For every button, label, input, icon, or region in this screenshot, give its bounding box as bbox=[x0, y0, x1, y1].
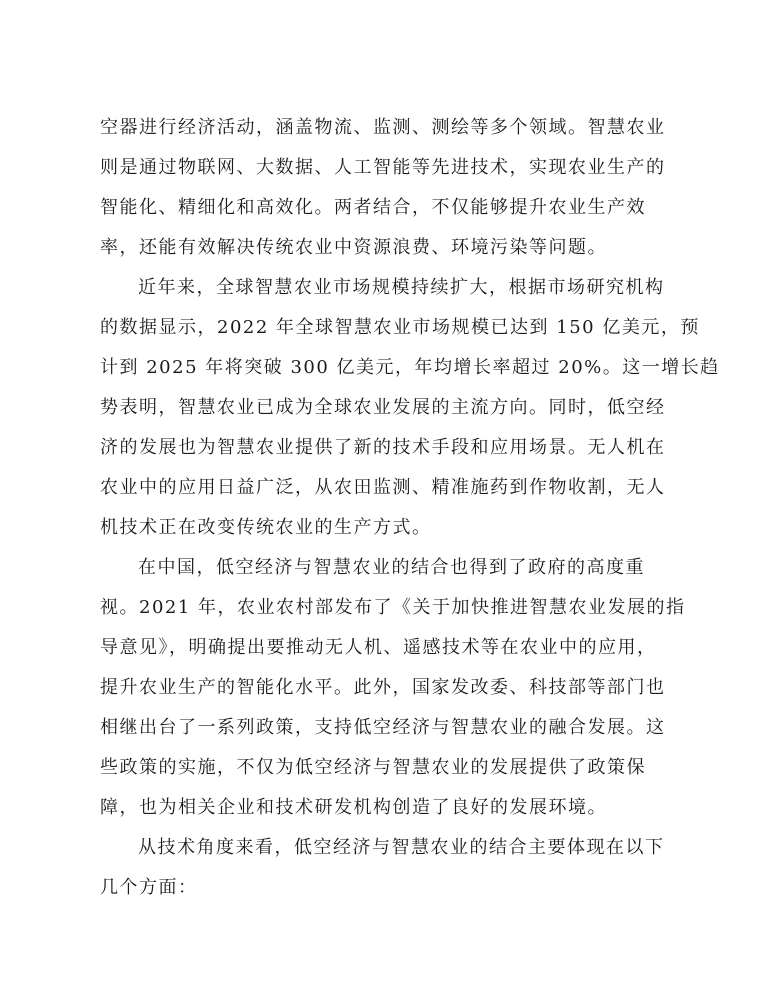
text-line: 计到 2025 年将突破 300 亿美元，年均增长率超过 20%。这一增长趋 bbox=[100, 357, 720, 378]
text-line: 济的发展也为智慧农业提供了新的技术手段和应用场景。无人机在 bbox=[100, 437, 666, 458]
text-line: 在中国，低空经济与智慧农业的结合也得到了政府的高度重 bbox=[138, 557, 645, 578]
text-line: 些政策的实施，不仅为低空经济与智慧农业的发展提供了政策保 bbox=[100, 757, 646, 778]
body-text bbox=[100, 108, 720, 908]
text-line: 几个方面： bbox=[100, 877, 198, 898]
text-line: 相继出台了一系列政策，支持低空经济与智慧农业的融合发展。这 bbox=[100, 717, 666, 738]
paragraph-4 bbox=[100, 828, 680, 908]
text-line: 近年来，全球智慧农业市场规模持续扩大，根据市场研究机构 bbox=[138, 277, 665, 298]
paragraph-3 bbox=[100, 548, 686, 828]
text-line: 从技术角度来看，低空经济与智慧农业的结合主要体现在以下 bbox=[138, 837, 665, 858]
text-line: 智能化、精细化和高效化。两者结合，不仅能够提升农业生产效 bbox=[100, 197, 646, 218]
text-line: 提升农业生产的智能化水平。此外，国家发改委、科技部等部门也 bbox=[100, 677, 666, 698]
text-line: 则是通过物联网、大数据、人工智能等先进技术，实现农业生产的 bbox=[100, 157, 666, 178]
text-line: 视。2021 年，农业农村部发布了《关于加快推进智慧农业发展的指 bbox=[100, 597, 686, 618]
text-line: 势表明，智慧农业已成为全球农业发展的主流方向。同时，低空经 bbox=[100, 397, 666, 418]
text-line: 机技术正在改变传统农业的生产方式。 bbox=[100, 517, 432, 538]
text-line: 率，还能有效解决传统农业中资源浪费、环境污染等问题。 bbox=[100, 237, 607, 258]
text-line: 的数据显示，2022 年全球智慧农业市场规模已达到 150 亿美元，预 bbox=[100, 317, 700, 338]
text-line: 农业中的应用日益广泛，从农田监测、精准施药到作物收割，无人 bbox=[100, 477, 666, 498]
text-line: 空器进行经济活动，涵盖物流、监测、测绘等多个领域。智慧农业 bbox=[100, 117, 666, 138]
paragraph-1 bbox=[100, 108, 680, 268]
paragraph-2 bbox=[100, 268, 720, 548]
text-line: 导意见》，明确提出要推动无人机、遥感技术等在农业中的应用， bbox=[100, 637, 657, 658]
text-line: 障，也为相关企业和技术研发机构创造了良好的发展环境。 bbox=[100, 797, 607, 818]
